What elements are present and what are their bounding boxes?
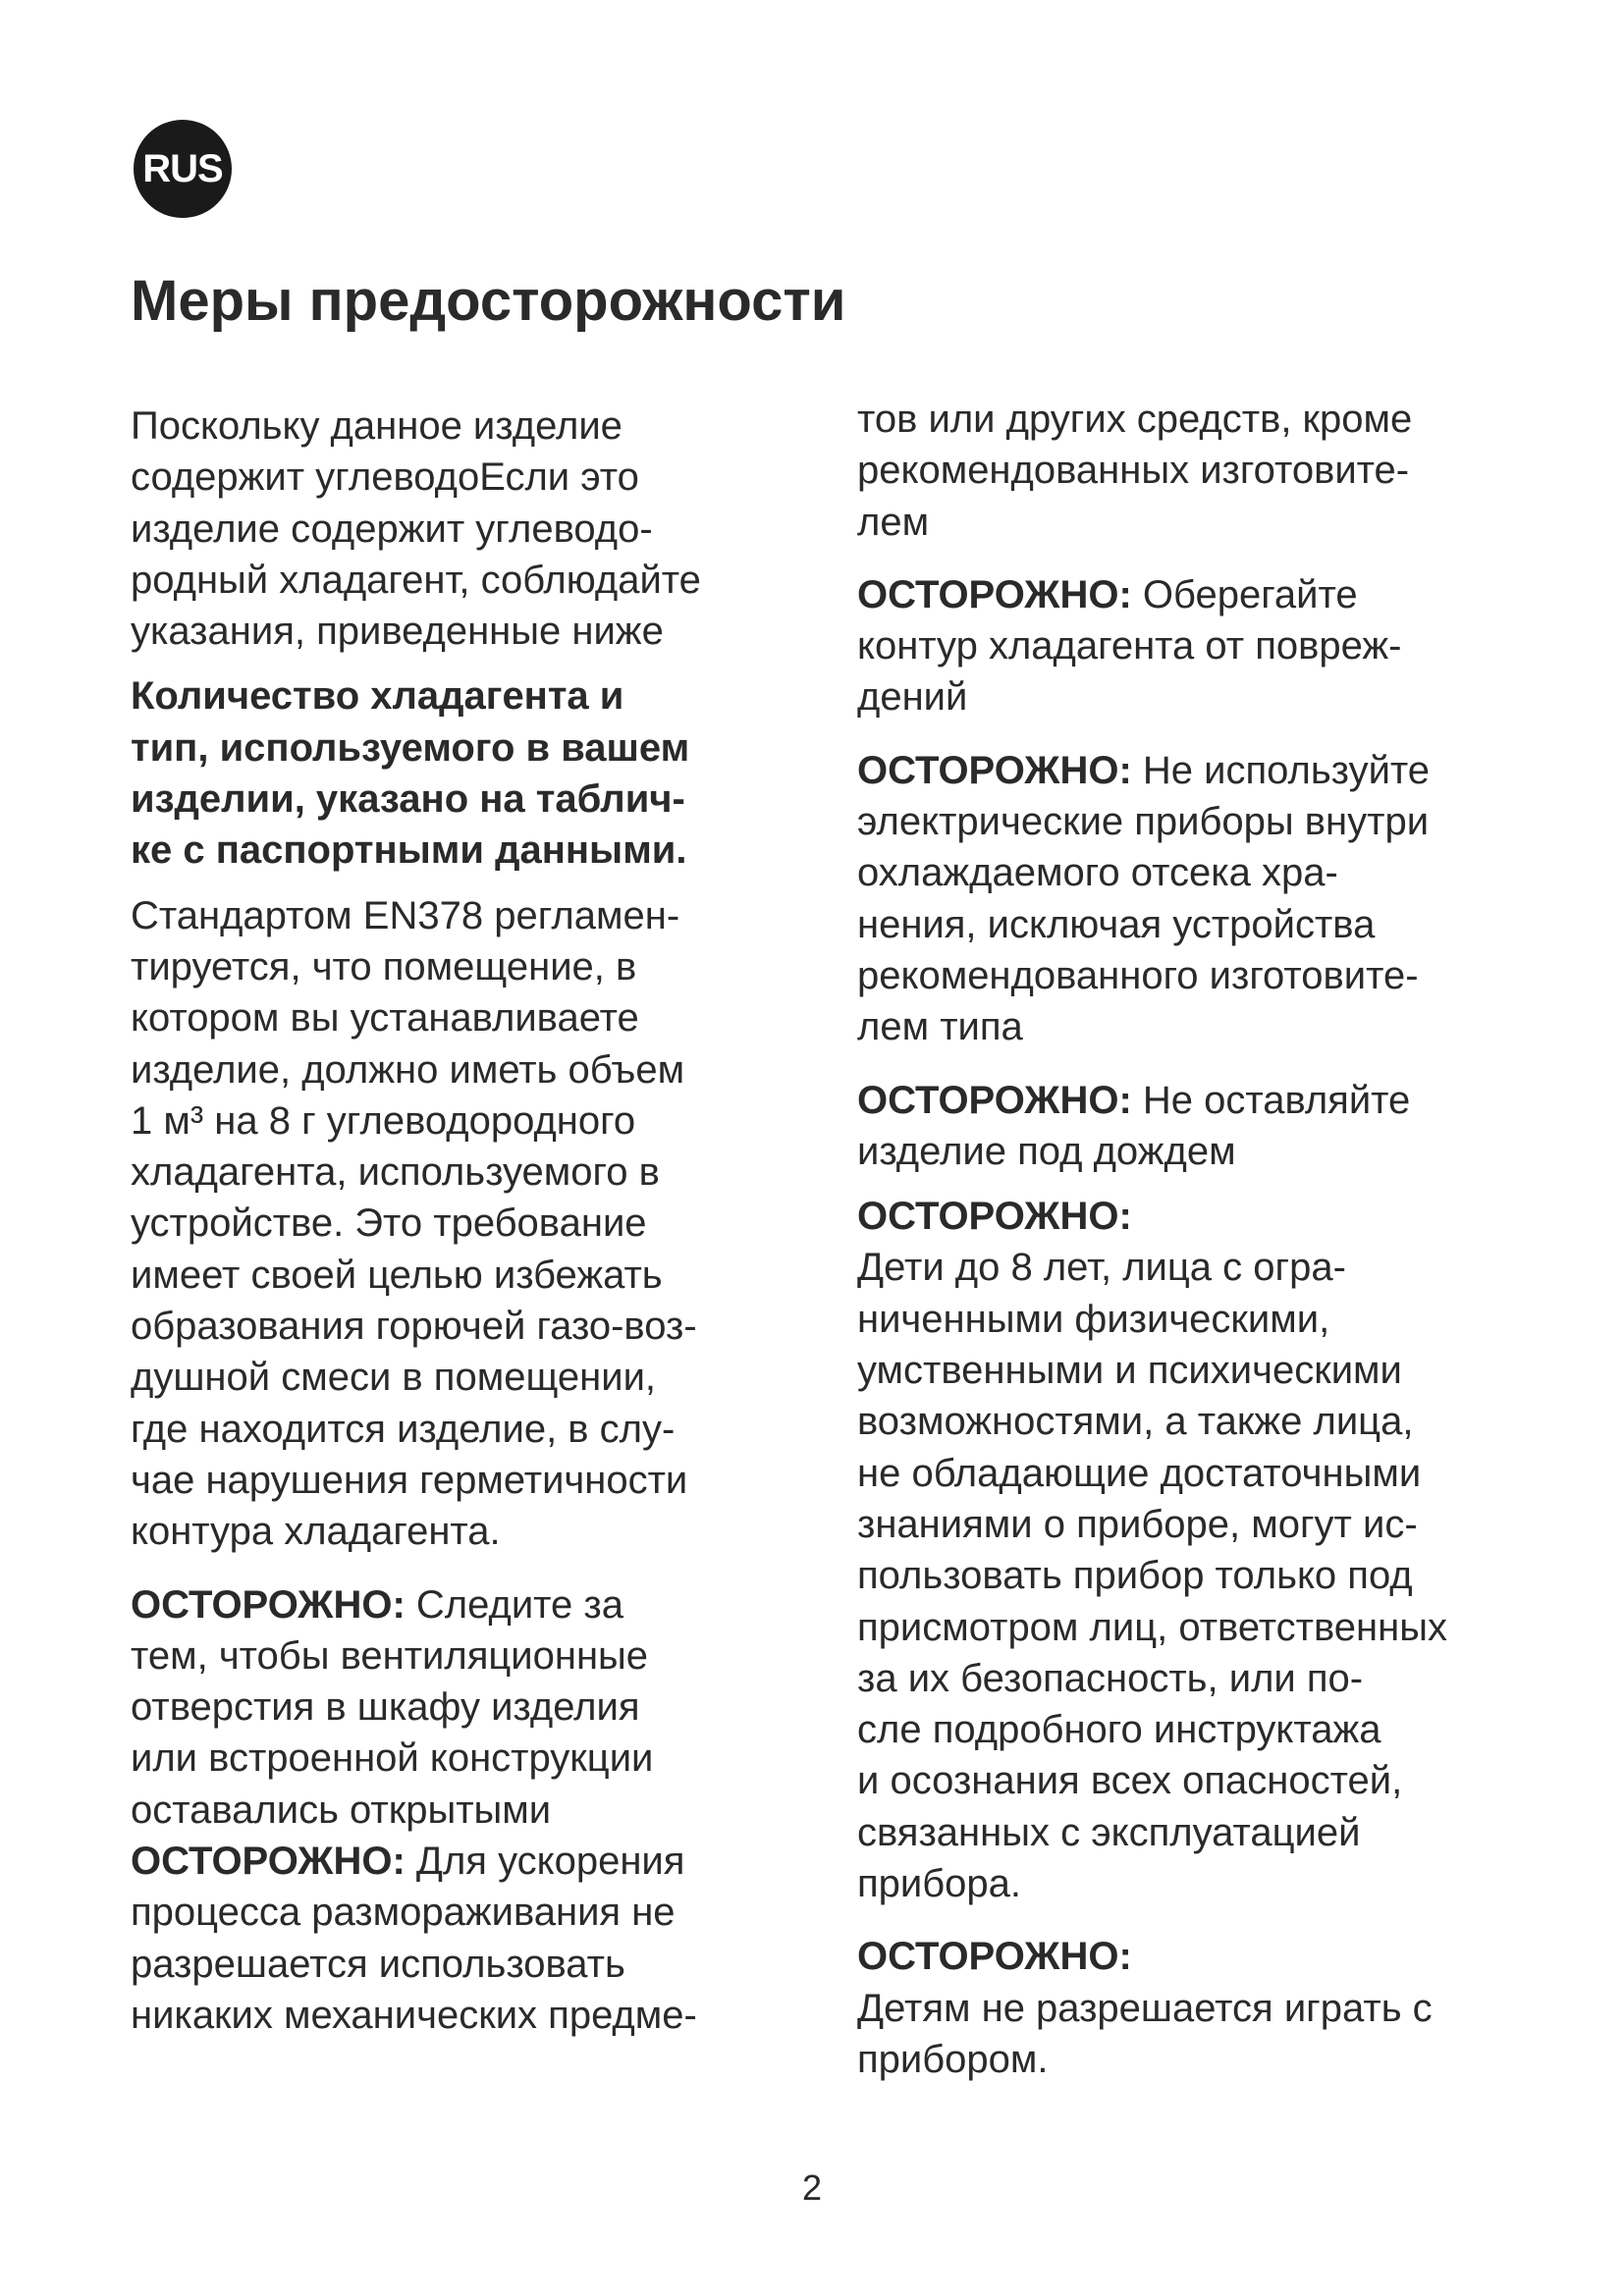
warning-text: Для ускорения <box>405 1840 685 1884</box>
text-line <box>857 745 1535 796</box>
warning-children <box>857 1191 1535 1909</box>
warning-circuit <box>857 569 1535 723</box>
text-line: и осознания всех опасностей, <box>857 1759 1403 1803</box>
text-line: нения, исключая устройства <box>857 902 1376 946</box>
text-line: не обладающие достаточными <box>857 1451 1422 1495</box>
text-line: образования горючей газо-воз- <box>131 1305 697 1349</box>
text-line: содержит углеводоЕсли это <box>131 455 639 500</box>
text-line: Стандартом EN378 регламен- <box>131 893 680 937</box>
warning-electrical <box>857 745 1535 1053</box>
warning-label: ОСТОРОЖНО: <box>131 1582 406 1627</box>
text-line: лем <box>857 500 930 544</box>
text-line: изделие, должно иметь объем <box>131 1047 685 1092</box>
language-badge: RUS <box>134 120 232 218</box>
text-line: чае нарушения герметичности <box>131 1458 688 1502</box>
text-line: прибором. <box>857 2037 1049 2081</box>
text-line: контура хладагента. <box>131 1510 501 1554</box>
text-line: прибора. <box>857 1862 1022 1906</box>
text-line <box>857 569 1535 620</box>
text-line: Дети до 8 лет, лица с огра- <box>857 1246 1346 1290</box>
warning-label: ОСТОРОЖНО: <box>131 1840 406 1884</box>
warning-vents <box>131 1579 798 1836</box>
intro-paragraph <box>131 400 798 657</box>
text-line <box>131 1836 798 1887</box>
text-line: дений <box>857 675 968 720</box>
text-line: возможностями, а также лица, <box>857 1400 1414 1444</box>
text-line: изделие под дождем <box>857 1129 1236 1173</box>
text-line: душной смеси в помещении, <box>131 1356 657 1400</box>
text-line: тем, чтобы вентиляционные <box>131 1633 649 1678</box>
text-line: процесса размораживания не <box>131 1891 676 1935</box>
text-line: где находится изделие, в слу- <box>131 1407 676 1451</box>
defrost-continued <box>857 394 1535 548</box>
text-line: рекомендованных изготовите- <box>857 449 1410 493</box>
text-line: хладагента, используемого в <box>131 1150 660 1195</box>
warning-defrost <box>131 1836 798 2041</box>
text-line: контур хладагента от повреж- <box>857 624 1402 668</box>
text-line: электрические приборы внутри <box>857 800 1430 844</box>
text-line: указания, приведенные ниже <box>131 610 664 654</box>
warning-label: ОСТОРОЖНО: <box>857 1195 1132 1239</box>
text-line: изделии, указано на таблич- <box>131 777 685 822</box>
text-line <box>131 1579 798 1630</box>
warning-play <box>857 1931 1535 2085</box>
warning-label: ОСТОРОЖНО: <box>857 572 1132 616</box>
text-line: тируется, что помещение, в <box>131 944 637 988</box>
warning-text: Не оставляйте <box>1131 1078 1411 1122</box>
warning-rain <box>857 1075 1535 1178</box>
text-line: Детям не разрешается играть с <box>857 1986 1433 2030</box>
text-line: устройстве. Это требование <box>131 1201 647 1246</box>
text-line: знаниями о приборе, могут ис- <box>857 1502 1418 1546</box>
text-line: рекомендованного изготовите- <box>857 953 1419 997</box>
text-line: присмотром лиц, ответственных <box>857 1605 1447 1649</box>
text-line: разрешается использовать <box>131 1942 625 1986</box>
page-title: Меры предосторожности <box>131 269 846 333</box>
text-line: ке с паспортными данными. <box>131 828 687 873</box>
text-line: или встроенной конструкции <box>131 1736 654 1781</box>
left-column <box>131 400 798 2041</box>
warning-text: Следите за <box>405 1582 623 1627</box>
text-line: сле подробного инструктажа <box>857 1708 1381 1752</box>
refrigerant-note <box>131 670 798 876</box>
text-line: отверстия в шкафу изделия <box>131 1685 640 1730</box>
text-line: родный хладагент, соблюдайте <box>131 558 701 602</box>
text-line: котором вы устанавливаете <box>131 996 639 1041</box>
text-line: 1 м³ на 8 г углеводородного <box>131 1098 636 1143</box>
text-line: Количество хладагента и <box>131 674 624 719</box>
text-line: связанных с эксплуатацией <box>857 1810 1361 1854</box>
text-line: лем типа <box>857 1005 1023 1049</box>
standard-paragraph <box>131 890 798 1558</box>
warning-label: ОСТОРОЖНО: <box>857 1935 1132 1979</box>
text-line: тов или других средств, кроме <box>857 398 1413 441</box>
text-line: имеет своей целью избежать <box>131 1253 663 1297</box>
page-number: 2 <box>801 2167 823 2208</box>
text-line: умственными и психическими <box>857 1349 1402 1393</box>
text-line: ниченными физическими, <box>857 1297 1330 1341</box>
text-line: оставались открытыми <box>131 1788 552 1832</box>
right-column <box>857 394 1535 2085</box>
text-line: тип, используемого в вашем <box>131 725 690 770</box>
text-line: изделие содержит углеводо- <box>131 507 653 551</box>
text-line: никаких механических предме- <box>131 1993 697 2037</box>
warning-text: Не используйте <box>1131 748 1431 792</box>
text-line: Поскольку данное изделие <box>131 404 623 448</box>
text-line: пользовать прибор только под <box>857 1554 1413 1598</box>
warning-text: Оберегайте <box>1131 572 1358 616</box>
text-line: охлаждаемого отсека хра- <box>857 851 1338 895</box>
text-line: за их безопасность, или по- <box>857 1656 1364 1700</box>
warning-label: ОСТОРОЖНО: <box>857 748 1132 792</box>
warning-label: ОСТОРОЖНО: <box>857 1078 1132 1122</box>
text-line <box>857 1075 1535 1126</box>
